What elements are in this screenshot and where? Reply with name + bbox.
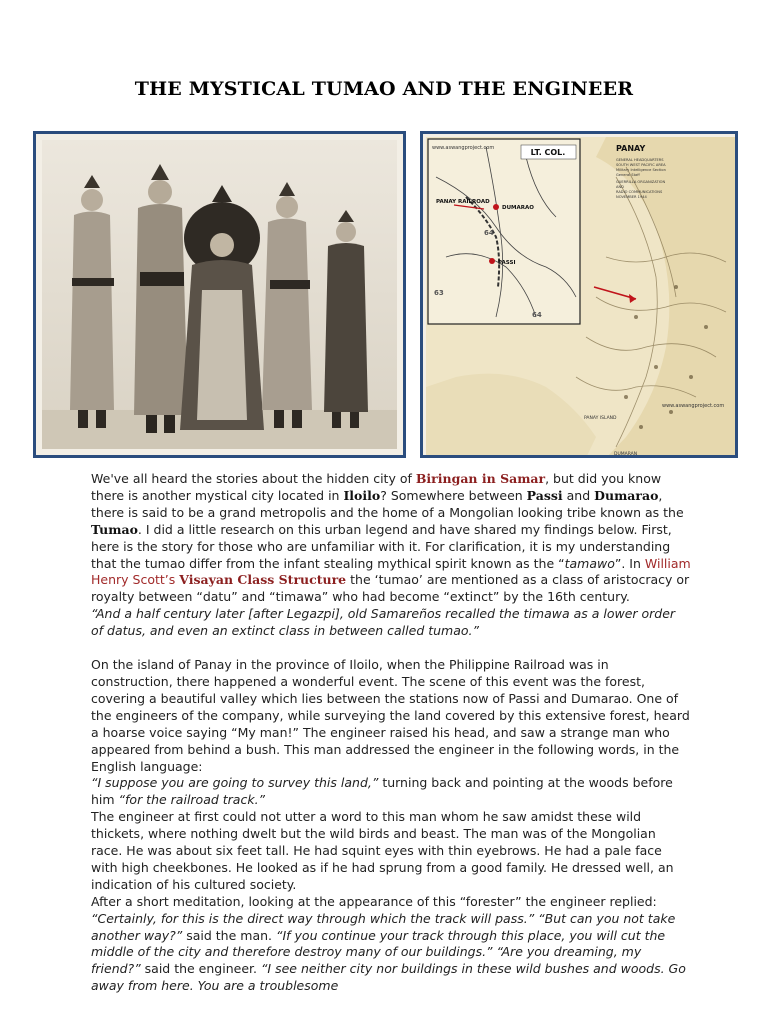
article-body xyxy=(91,471,691,995)
paragraph-dialogue-2: After a short meditation, looking at the appearance of this “forester” the engineer replied: “Certainly, for this is the direct way through which the track will pass.” “But can you not take another way?” said the man. “If you continue your track through this place, you will cut the middle of the city and therefore destroy many of our buildings.” “Are you dreaming, my friend?” said the engineer. “I see neither city nor buildings in these wild bushes and woods. Go away from here. You are a troublesome xyxy=(91,893,686,994)
map-grid-64b: 64 xyxy=(532,311,542,319)
map-url-top: www.aswangproject.com xyxy=(432,145,495,151)
term-dumarao: Dumarao xyxy=(594,487,659,503)
paragraph-description: The engineer at first could not utter a word to this man whom he saw amidst these wild thickets, where nothing dwelt but the wild birds and beast. The man was of the Mongolian race. He was about six feet tall. He had squint eyes with thin eyebrows. He had a pale face with high cheekbones. He looked as if he had sprung from a good family. He dressed well, an indication of his cultured society. xyxy=(91,809,674,892)
map-image xyxy=(426,137,732,457)
map-grid-63: 63 xyxy=(434,289,444,297)
map-place-dumarao: DUMARAO xyxy=(502,205,534,211)
paragraph-dialogue-1: “I suppose you are going to survey this land,” turning back and pointing at the woods before him “for the railroad track.” xyxy=(91,775,673,808)
group-photograph xyxy=(33,131,406,458)
svg-text:NOVEMBER 1944: NOVEMBER 1944 xyxy=(616,195,647,199)
map-railroad-label: PANAY RAILROAD xyxy=(436,199,490,205)
photograph-image xyxy=(42,140,397,449)
link-visayan-class-structure[interactable]: Visayan Class Structure xyxy=(179,572,347,588)
link-biringan-in-samar[interactable]: Biringan in Samar xyxy=(415,471,546,486)
map-grid-64a: 64 xyxy=(484,229,494,237)
term-tumao: Tumao xyxy=(91,521,138,537)
map-url-bottom: www.aswangproject.com xyxy=(662,403,725,409)
svg-text:SOUTH WEST PACIFIC AREA: SOUTH WEST PACIFIC AREA xyxy=(616,163,666,167)
svg-text:GENERAL HEADQUARTERS: GENERAL HEADQUARTERS xyxy=(616,158,664,162)
map-place-passi: PASSI xyxy=(498,260,516,266)
page-title: THE MYSTICAL TUMAO AND THE ENGINEER xyxy=(134,78,634,100)
svg-text:AND: AND xyxy=(616,185,624,189)
quote-scott: “And a half century later [after Legazpi], old Samareños recalled the timawa as a lower order of datus, and even an extinct class in between called tumao.” xyxy=(91,606,676,639)
term-tamawo: tamawo xyxy=(564,555,615,571)
paragraph-story: On the island of Panay in the province of Iloilo, when the Philippine Railroad was in construction, there happened a wonderful event. The scene of this event was the forest, covering a beautiful valley which lies between the stations now of Passi and Dumarao. One of the engineers of the company, while surveying the land covered by this extensive forest, heard a hoarse voice saying “My man!” The engineer raised his head, and saw a strange man who appeared from behind a bush. This man addressed the engineer in the following words, in the English language: xyxy=(91,657,690,774)
term-passi: Passi xyxy=(526,487,563,503)
map-place-dumaran: DUMARAN xyxy=(614,452,638,457)
svg-text:General Staff: General Staff xyxy=(616,173,640,177)
link-william-henry-scott[interactable]: William Henry Scott’s xyxy=(91,555,691,588)
map-header-label: LT. COL. xyxy=(530,148,566,157)
map-panay-title: PANAY xyxy=(616,144,646,153)
svg-text:RADIO COMMUNICATIONS: RADIO COMMUNICATIONS xyxy=(616,190,663,194)
term-iloilo: Iloilo xyxy=(343,487,381,503)
svg-text:Military Intelligence Section: Military Intelligence Section xyxy=(616,168,666,172)
map-place-panay-island: PANAY ISLAND xyxy=(584,416,617,421)
figure-3 xyxy=(180,185,264,430)
panay-railroad-map xyxy=(420,131,738,458)
map-inset xyxy=(428,139,580,324)
svg-text:GUERRILLA ORGANIZATION: GUERRILLA ORGANIZATION xyxy=(616,180,666,184)
paragraph-intro: We've all heard the stories about the hidden city of Biringan in Samar, but did you know there is another mystical city located in Iloilo? Somewhere between Passi and Dumarao, there is said to be a grand metropolis and the home of a Mongolian looking tribe known as the Tumao. I did a little research on this urban legend and have shared my findings below. First, here is the story for those who are unfamiliar with it. For clarification, it is my understanding that the tumao differ from the infant stealing mythical spirit known as the “tamawo”. In William Henry Scott’s Visayan Class Structure the ‘tumao’ are mentioned as a class of aristocracy or royalty between “datu” and “timawa” who had become “extinct” by the 16th century. xyxy=(91,471,691,605)
